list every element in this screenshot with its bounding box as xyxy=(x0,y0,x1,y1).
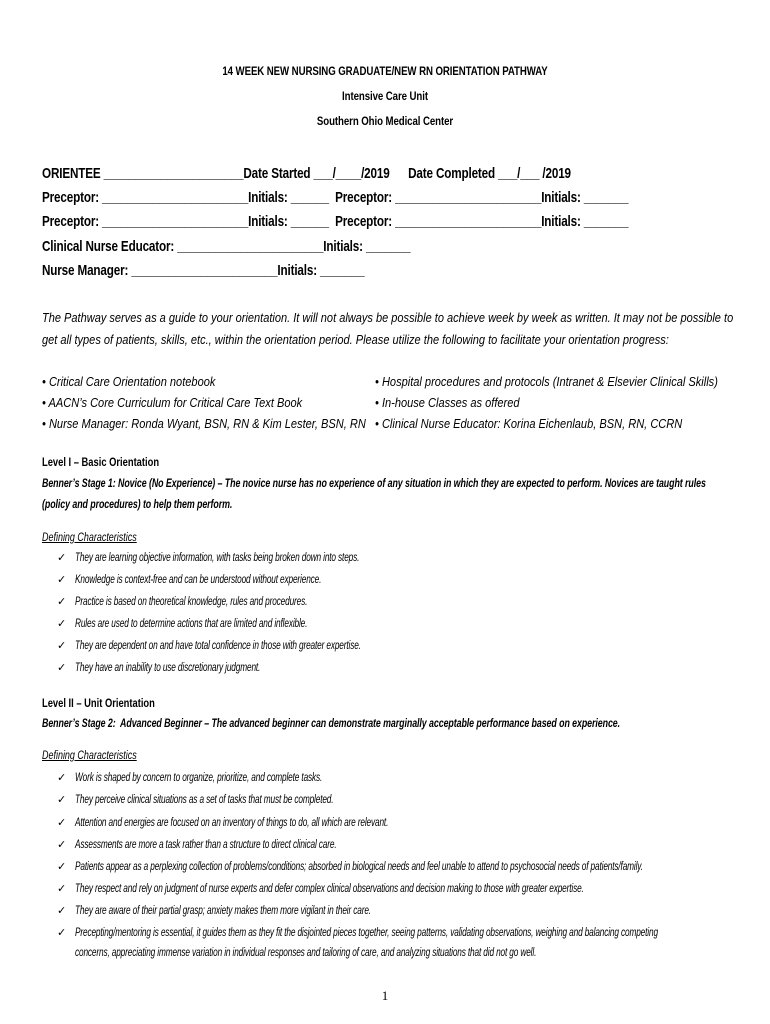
preceptor-row-1: Preceptor: _______________________Initials: ______ Preceptor: _______________________Initials: _______ xyxy=(42,189,629,206)
intro-paragraph-line: The Pathway serves as a guide to your orientation. It will not always be possible to achieve week by week as written. It may not be possible to xyxy=(42,310,734,325)
checkmark-icon: ✓ xyxy=(57,860,67,873)
resource-item: • Critical Care Orientation notebook xyxy=(42,374,216,389)
checkmark-icon: ✓ xyxy=(57,639,67,652)
characteristic-item-continued: concerns, appreciating immense variation in individual responses and tailoring of care, and analyzing situations that did not go well. xyxy=(75,947,537,959)
checkmark-icon: ✓ xyxy=(57,904,67,917)
resource-item: • Nurse Manager: Ronda Wyant, BSN, RN & Kim Lester, BSN, RN xyxy=(42,416,366,431)
orientee-date-row: ORIENTEE ______________________Date Started ___/____/2019 Date Completed ___/___ /2019 xyxy=(42,165,571,182)
resource-item: • Hospital procedures and protocols (Intranet & Elsevier Clinical Skills) xyxy=(375,374,718,389)
checkmark-icon: ✓ xyxy=(57,793,67,806)
resource-item: • AACN’s Core Curriculum for Critical Care Text Book xyxy=(42,395,303,410)
checkmark-icon: ✓ xyxy=(57,838,67,851)
checkmark-icon: ✓ xyxy=(57,595,67,608)
characteristic-item: Practice is based on theoretical knowledge, rules and procedures. xyxy=(75,596,308,608)
level-1-defining-characteristics-heading: Defining Characteristics xyxy=(42,532,137,544)
unit-name: Intensive Care Unit xyxy=(342,91,428,103)
checkmark-icon: ✓ xyxy=(57,551,67,564)
resource-item: • Clinical Nurse Educator: Korina Eichenlaub, BSN, RN, CCRN xyxy=(375,416,683,431)
characteristic-item: Work is shaped by concern to organize, prioritize, and complete tasks. xyxy=(75,772,323,784)
characteristic-item: Assessments are more a task rather than a structure to direct clinical care. xyxy=(75,839,337,851)
level-1-benner-stage: Benner’s Stage 1: Novice (No Experience) – The novice nurse has no experience of any situation in which they are expected to perform. Novices are taught rules xyxy=(42,476,706,490)
checkmark-icon: ✓ xyxy=(57,573,67,586)
characteristic-item: Rules are used to determine actions that are limited and inflexible. xyxy=(75,618,308,630)
level-1-benner-stage-continued: (policy and procedures) to help them perform. xyxy=(42,497,233,511)
checkmark-icon: ✓ xyxy=(57,661,67,674)
characteristic-item: Attention and energies are focused on an inventory of things to do, all which are relevant. xyxy=(75,817,389,829)
checkmark-icon: ✓ xyxy=(57,926,67,939)
checkmark-icon: ✓ xyxy=(57,816,67,829)
level-2-defining-characteristics-heading: Defining Characteristics xyxy=(42,750,137,762)
intro-paragraph-line: get all types of patients, skills, etc., within the orientation period. Please utilize the following to facilitate your orientation progress: xyxy=(42,332,669,347)
checkmark-icon: ✓ xyxy=(57,617,67,630)
characteristic-item: They are learning objective information, with tasks being broken down into steps. xyxy=(75,552,360,564)
characteristic-item: They have an inability to use discretionary judgment. xyxy=(75,662,261,674)
characteristic-item: Knowledge is context-free and can be understood without experience. xyxy=(75,574,322,586)
level-2-title: Level II – Unit Orientation xyxy=(42,696,155,710)
checkmark-icon: ✓ xyxy=(57,882,67,895)
characteristic-item: They perceive clinical situations as a set of tasks that must be completed. xyxy=(75,794,334,806)
checkmark-icon: ✓ xyxy=(57,771,67,784)
characteristic-item: Precepting/mentoring is essential, it guides them as they fit the disjointed pieces together, seeing patterns, validating observations, weighing and balancing competing xyxy=(75,927,658,939)
characteristic-item: They respect and rely on judgment of nurse experts and defer complex clinical observations and decision making to those with greater expertise. xyxy=(75,883,584,895)
characteristic-item: Patients appear as a perplexing collection of problems/conditions; absorbed in biological needs and feel unable to attend to psychosocial needs of patients/family. xyxy=(75,861,643,873)
document-title: 14 WEEK NEW NURSING GRADUATE/NEW RN ORIENTATION PATHWAY xyxy=(222,66,548,78)
characteristic-item: They are aware of their partial grasp; anxiety makes them more vigilant in their care. xyxy=(75,905,371,917)
nurse-manager-row: Nurse Manager: _______________________Initials: _______ xyxy=(42,262,365,279)
medical-center-name: Southern Ohio Medical Center xyxy=(316,116,454,128)
preceptor-row-2: Preceptor: _______________________Initials: ______ Preceptor: _______________________Initials: _______ xyxy=(42,213,629,230)
clinical-nurse-educator-row: Clinical Nurse Educator: _______________________Initials: _______ xyxy=(42,238,411,255)
characteristic-item: They are dependent on and have total confidence in those with greater expertise. xyxy=(75,640,361,652)
level-2-benner-stage: Benner’s Stage 2: Advanced Beginner – The advanced beginner can demonstrate marginally acceptable performance based on experience. xyxy=(42,716,621,730)
page-number: 1 xyxy=(381,988,389,1003)
resource-item: • In-house Classes as offered xyxy=(375,395,520,410)
level-1-title: Level I – Basic Orientation xyxy=(42,455,160,469)
